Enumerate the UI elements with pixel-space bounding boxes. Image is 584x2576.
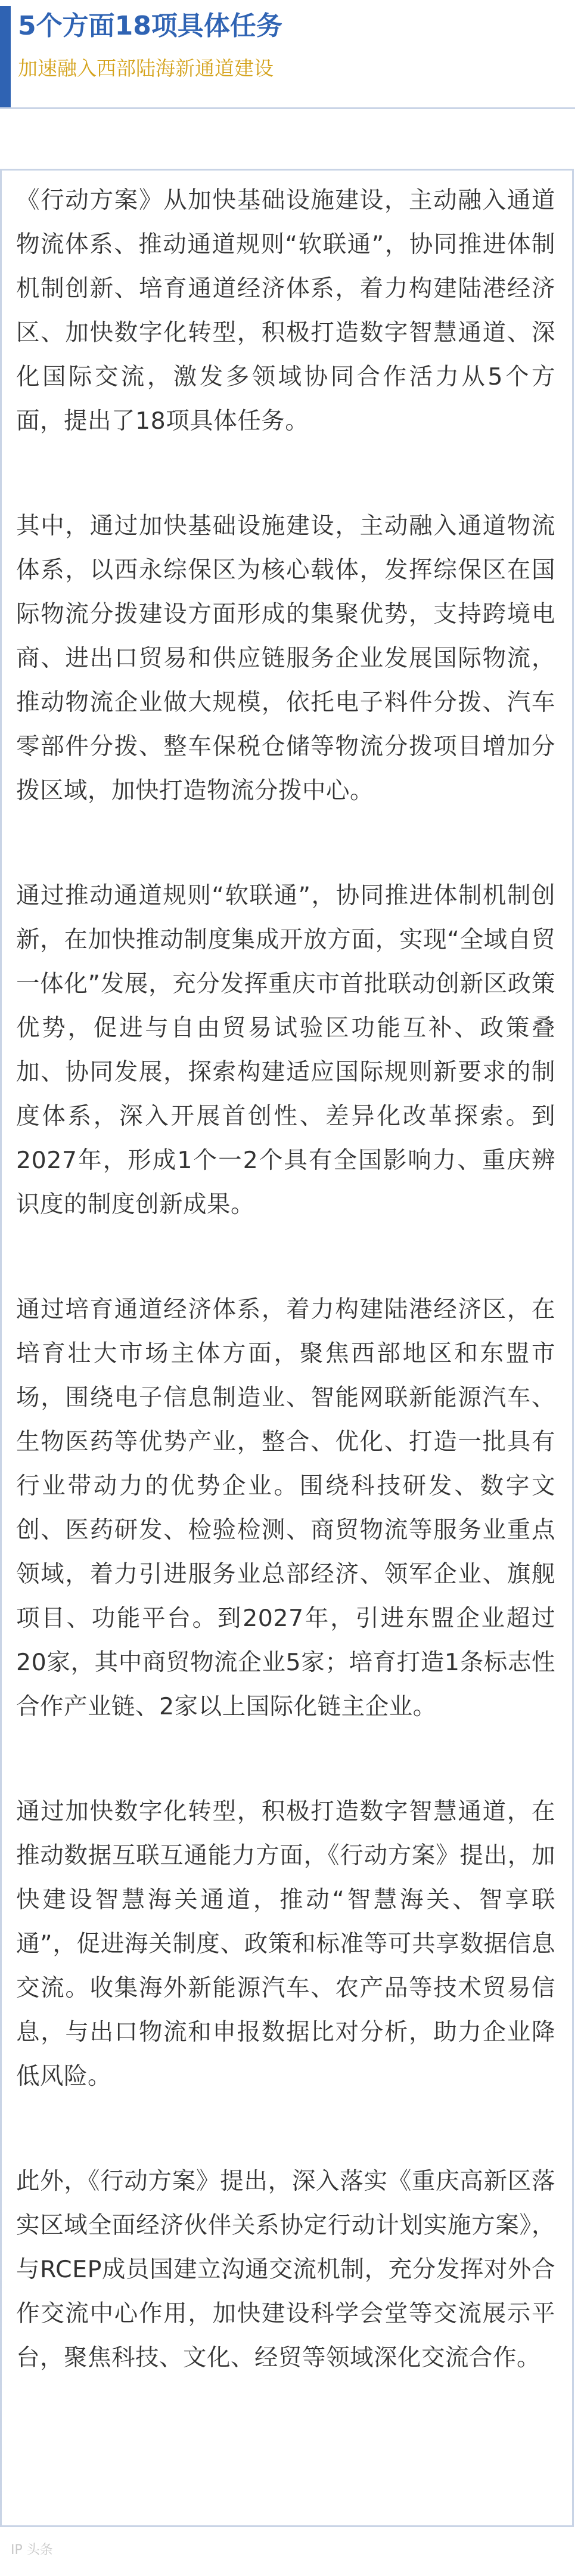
- section-header: [0, 0, 584, 137]
- paragraph-6: 此外，《行动方案》提出，深入落实《重庆高新区落实区域全面经济伙伴关系协定行动计划实施方案》，与RCEP成员国建立沟通交流机制，充分发挥对外合作交流中心作用，加快建设科学会堂等交流展示平台，聚焦科技、文化、经贸等领域深化交流合作。: [16, 2168, 555, 2371]
- header-divider: [0, 107, 575, 109]
- section-title: 5个方面18项具体任务: [18, 11, 282, 41]
- section-subtitle: 加速融入西部陆海新通道建设: [18, 57, 274, 80]
- article-body: [16, 178, 555, 2380]
- paragraph-2: 其中，通过加快基础设施建设，主动融入通道物流体系，以西永综保区为核心载体，发挥综保区在国际物流分拨建设方面形成的集聚优势，支持跨境电商、进出口贸易和供应链服务企业发展国际物流，推动物流企业做大规模，依托电子料件分拨、汽车零部件分拨、整车保税仓储等物流分拨项目增加分拨区域，加快打造物流分拨中心。: [16, 512, 555, 804]
- paragraph-1: 《行动方案》从加快基础设施建设，主动融入通道物流体系、推动通道规则“软联通”，协同推进体制机制创新、培育通道经济体系，着力构建陆港经济区、加快数字化转型，积极打造数字智慧通道、深化国际交流，激发多领域协同合作活力从5个方面，提出了18项具体任务。: [16, 187, 555, 435]
- paragraph-4: 通过培育通道经济体系，着力构建陆港经济区，在培育壮大市场主体方面，聚焦西部地区和东盟市场，围绕电子信息制造业、智能网联新能源汽车、生物医药等优势产业，整合、优化、打造一批具有行业带动力的优势企业。围绕科技研发、数字文创、医药研发、检验检测、商贸物流等服务业重点领域，着力引进服务业总部经济、领军企业、旗舰项目、功能平台。到2027年，引进东盟企业超过20家，其中商贸物流企业5家；培育打造1条标志性合作产业链、2家以上国际化链主企业。: [16, 1296, 555, 1720]
- article-content-box: [0, 169, 574, 2527]
- paragraph-3: 通过推动通道规则“软联通”，协同推进体制机制创新，在加快推动制度集成开放方面，实现“全域自贸一体化”发展，充分发挥重庆市首批联动创新区政策优势，促进与自由贸易试验区功能互补、政策叠加、协同发展，探索构建适应国际规则新要求的制度体系，深入开展首创性、差异化改革探索。到2027年，形成1个一2个具有全国影响力、重庆辨识度的制度创新成果。: [16, 882, 555, 1218]
- title-accent-bar: [0, 6, 11, 107]
- source-watermark: IP 头条: [11, 2543, 53, 2558]
- paragraph-5: 通过加快数字化转型，积极打造数字智慧通道，在推动数据互联互通能力方面，《行动方案》提出，加快建设智慧海关通道，推动“智慧海关、智享联通”，促进海关制度、政策和标准等可共享数据信息交流。收集海外新能源汽车、农产品等技术贸易信息，与出口物流和申报数据比对分析，助力企业降低风险。: [16, 1798, 555, 2090]
